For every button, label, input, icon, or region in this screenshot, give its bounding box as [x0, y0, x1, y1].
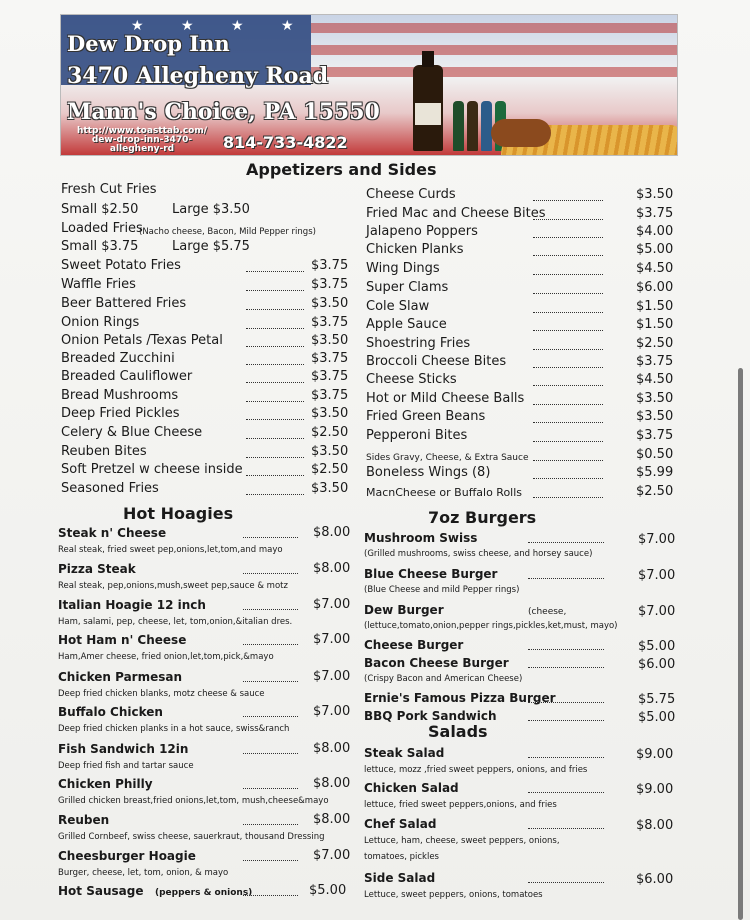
- dot-leader: [533, 191, 603, 201]
- appetizer-price: $2.50: [636, 336, 674, 351]
- dot-leader: [243, 744, 298, 754]
- dot-leader: [528, 658, 604, 668]
- appetizer-name: Shoestring Fries: [366, 336, 471, 351]
- dot-leader: [528, 640, 604, 650]
- star-icon: ★: [131, 18, 144, 34]
- appetizer-name: Breaded Zucchini: [61, 351, 175, 366]
- appetizer-price: $3.50: [636, 391, 674, 406]
- beer-bottle-icon: [481, 101, 492, 151]
- section-title-hoagies: Hot Hoagies: [123, 504, 234, 523]
- appetizer-price: $3.75: [636, 428, 674, 443]
- hoagie-price: $7.00: [313, 848, 351, 863]
- appetizer-name: Wing Dings: [366, 261, 440, 276]
- appetizer-price: $2.50: [311, 425, 349, 440]
- burger-name: BBQ Pork Sandwich: [364, 709, 497, 723]
- appetizer-name: Beer Battered Fries: [61, 296, 187, 311]
- appetizer-name: Small $2.50: [61, 202, 139, 217]
- appetizer-name: Deep Fried Pickles: [61, 406, 180, 421]
- appetizer-price: $3.50: [636, 409, 674, 424]
- appetizer-price: $3.50: [311, 444, 349, 459]
- appetizer-price: $3.50: [311, 481, 349, 496]
- dot-leader: [533, 432, 603, 442]
- salad-name: Chef Salad: [364, 817, 437, 831]
- appetizer-price: $3.75: [311, 258, 349, 273]
- hoagie-price: $8.00: [313, 561, 351, 576]
- dot-leader: [533, 358, 603, 368]
- dot-leader: [243, 528, 298, 538]
- website-url[interactable]: [67, 127, 217, 154]
- salad-description: tomatoes, pickles: [364, 852, 439, 862]
- wings-image: [491, 119, 551, 147]
- dot-leader: [533, 469, 603, 479]
- burger-name: Dew Burger: [364, 603, 444, 617]
- salad-name: Chicken Salad: [364, 781, 459, 795]
- hoagie-price: $8.00: [313, 525, 351, 540]
- flag-stripe: [311, 45, 678, 55]
- salad-description: lettuce, mozz ,fried sweet peppers, onions, and fries: [364, 765, 588, 775]
- whiskey-bottle-icon: [413, 65, 443, 151]
- burger-name: Blue Cheese Burger: [364, 567, 498, 581]
- dot-leader: [243, 600, 298, 610]
- hoagie-price: $7.00: [313, 704, 351, 719]
- dot-leader: [533, 228, 603, 238]
- appetizer-note: (Nacho cheese, Bacon, Mild Pepper rings): [139, 227, 316, 237]
- hoagie-description: Grilled chicken breast,fried onions,let,tom, mush,cheese&mayo: [58, 796, 329, 806]
- hoagie-price: $8.00: [313, 776, 351, 791]
- dot-leader: [243, 672, 298, 682]
- salad-price: $8.00: [636, 818, 674, 833]
- appetizer-price: $3.50: [311, 333, 349, 348]
- appetizer-name: Onion Petals /Texas Petal: [61, 333, 223, 348]
- appetizer-price: $3.75: [636, 206, 674, 221]
- appetizer-name: Broccoli Cheese Bites: [366, 354, 507, 369]
- dot-leader: [246, 337, 304, 347]
- dot-leader: [243, 815, 298, 825]
- appetizer-price: $5.99: [636, 465, 674, 480]
- dot-leader: [533, 451, 603, 461]
- appetizer-name: Cheese Curds: [366, 187, 456, 202]
- appetizer-name: Apple Sauce: [366, 317, 447, 332]
- appetizer-price: $5.00: [636, 242, 674, 257]
- appetizer-name: Jalapeno Poppers: [366, 224, 478, 239]
- dot-leader: [528, 748, 604, 758]
- appetizer-price: $3.75: [311, 351, 349, 366]
- appetizer-price: $4.50: [636, 372, 674, 387]
- dot-leader: [246, 410, 304, 420]
- hoagie-name: Chicken Parmesan: [58, 670, 183, 684]
- burger-price: $7.00: [638, 604, 676, 619]
- hoagie-name: Hot Sausage: [58, 884, 144, 898]
- restaurant-name: Dew Drop Inn: [67, 31, 230, 56]
- hoagie-price: $7.00: [313, 669, 351, 684]
- appetizer-price: $1.50: [636, 299, 674, 314]
- appetizer-name: Fried Green Beans: [366, 409, 486, 424]
- dot-leader: [528, 819, 604, 829]
- appetizer-name: Seasoned Fries: [61, 481, 159, 496]
- appetizer-name: Super Clams: [366, 280, 449, 295]
- appetizer-price: $4.00: [636, 224, 674, 239]
- hoagie-price: $8.00: [313, 741, 351, 756]
- hoagie-name: Steak n' Cheese: [58, 526, 167, 540]
- appetizer-price: $0.50: [636, 447, 674, 462]
- hoagie-description: Deep fried fish and tartar sauce: [58, 761, 194, 771]
- salad-price: $9.00: [636, 782, 674, 797]
- appetizer-price: $3.75: [311, 388, 349, 403]
- hoagie-price: $8.00: [313, 812, 351, 827]
- burger-name: Cheese Burger: [364, 638, 464, 652]
- star-icon: ★: [181, 18, 194, 34]
- appetizer-price: $2.50: [311, 462, 349, 477]
- hoagie-name: Pizza Steak: [58, 562, 136, 576]
- appetizer-price: $3.50: [311, 406, 349, 421]
- hoagie-description: Deep fried chicken blanks, motz cheese & sauce: [58, 689, 265, 699]
- appetizer-price: $3.75: [311, 277, 349, 292]
- dot-leader: [533, 210, 603, 220]
- appetizer-name: Onion Rings: [61, 315, 140, 330]
- section-title-salads: Salads: [428, 722, 488, 741]
- dot-leader: [243, 564, 298, 574]
- appetizer-name: Chicken Planks: [366, 242, 464, 257]
- star-icon: ★: [231, 18, 244, 34]
- appetizer-name: Boneless Wings (8): [366, 465, 491, 480]
- appetizer-name: Celery & Blue Cheese: [61, 425, 203, 440]
- appetizer-name: Fresh Cut Fries: [61, 182, 157, 197]
- appetizer-name: Bread Mushrooms: [61, 388, 179, 403]
- dot-leader: [528, 873, 604, 883]
- hoagie-description: Real steak, fried sweet pep,onions,let,tom,and mayo: [58, 545, 283, 555]
- appetizer-name: Cole Slaw: [366, 299, 430, 314]
- dot-leader: [246, 373, 304, 383]
- salad-name: Steak Salad: [364, 746, 445, 760]
- salad-price: $6.00: [636, 872, 674, 887]
- header-banner: [60, 14, 678, 156]
- appetizer-price: $1.50: [636, 317, 674, 332]
- appetizer-name: Loaded Fries: [61, 221, 143, 236]
- salad-description: Lettuce, sweet peppers, onions, tomatoes: [364, 890, 543, 900]
- url-line: allegheny-rd: [109, 144, 175, 154]
- appetizer-name: Soft Pretzel w cheese inside: [61, 462, 243, 477]
- dot-leader: [246, 319, 304, 329]
- dot-leader: [246, 355, 304, 365]
- dot-leader: [528, 569, 604, 579]
- section-title-appetizers: Appetizers and Sides: [246, 160, 437, 179]
- hoagie-name: Cheesburger Hoagie: [58, 849, 196, 863]
- hoagie-note: (peppers & onions): [155, 888, 253, 898]
- flag-stripe: [311, 67, 678, 77]
- dot-leader: [246, 300, 304, 310]
- salad-price: $9.00: [636, 747, 674, 762]
- salad-description: Lettuce, ham, cheese, sweet peppers, onions,: [364, 836, 560, 846]
- appetizer-price: $3.50: [636, 187, 674, 202]
- hoagie-price: $5.00: [309, 883, 347, 898]
- dot-leader: [246, 448, 304, 458]
- dot-leader: [243, 635, 298, 645]
- hoagie-name: Italian Hoagie 12 inch: [58, 598, 206, 612]
- dot-leader: [533, 376, 603, 386]
- dot-leader: [246, 485, 304, 495]
- appetizer-price: $2.50: [636, 484, 674, 499]
- hoagie-name: Fish Sandwich 12in: [58, 742, 189, 756]
- burger-note: (cheese,: [528, 607, 567, 617]
- dot-leader: [528, 533, 604, 543]
- beer-bottle-icon: [467, 101, 478, 151]
- burger-price: $7.00: [638, 532, 676, 547]
- hoagie-description: Ham,Amer cheese, fried onion,let,tom,pick,&mayo: [58, 652, 274, 662]
- dot-leader: [528, 783, 604, 793]
- dot-leader: [533, 321, 603, 331]
- hoagie-description: Burger, cheese, let, tom, onion, & mayo: [58, 868, 229, 878]
- hoagie-name: Hot Ham n' Cheese: [58, 633, 187, 647]
- dot-leader: [533, 340, 603, 350]
- appetizer-price: $3.75: [636, 354, 674, 369]
- beer-bottle-icon: [453, 101, 464, 151]
- burger-price: $7.00: [638, 568, 676, 583]
- hoagie-name: Chicken Philly: [58, 777, 153, 791]
- appetizer-name: Breaded Cauliflower: [61, 369, 193, 384]
- scrollbar[interactable]: [738, 368, 743, 920]
- appetizer-price: $4.50: [636, 261, 674, 276]
- appetizer-price: $6.00: [636, 280, 674, 295]
- dot-leader: [533, 488, 603, 498]
- burger-price: $5.00: [638, 710, 676, 725]
- dot-leader: [533, 246, 603, 256]
- appetizer-name: Fried Mac and Cheese Bites: [366, 206, 546, 221]
- dot-leader: [533, 413, 603, 423]
- dot-leader: [533, 303, 603, 313]
- burger-description: (Crispy Bacon and American Cheese): [364, 674, 523, 684]
- appetizer-size-price: Large $5.75: [172, 239, 250, 254]
- appetizer-name: Reuben Bites: [61, 444, 147, 459]
- burger-description: (lettuce,tomato,onion,pepper rings,pickles,ket,must, mayo): [364, 621, 618, 631]
- dot-leader: [528, 711, 604, 721]
- appetizer-name: Small $3.75: [61, 239, 139, 254]
- dot-leader: [246, 466, 304, 476]
- appetizer-price: $3.75: [311, 369, 349, 384]
- burger-name: Mushroom Swiss: [364, 531, 478, 545]
- burger-price: $5.75: [638, 692, 676, 707]
- hoagie-price: $7.00: [313, 632, 351, 647]
- dot-leader: [243, 851, 298, 861]
- burger-name: Ernie's Famous Pizza Burger: [364, 691, 556, 705]
- appetizer-name: Hot or Mild Cheese Balls: [366, 391, 525, 406]
- dot-leader: [243, 886, 298, 896]
- salad-name: Side Salad: [364, 871, 436, 885]
- city-state-zip: Mann's Choice, PA 15550: [67, 99, 380, 125]
- dot-leader: [243, 779, 298, 789]
- flag-stripe: [311, 23, 678, 33]
- appetizer-name: Waffle Fries: [61, 277, 136, 292]
- appetizer-price: $3.50: [311, 296, 349, 311]
- dot-leader: [528, 693, 604, 703]
- burger-description: (Blue Cheese and mild Pepper rings): [364, 585, 520, 595]
- dot-leader: [246, 392, 304, 402]
- dot-leader: [246, 281, 304, 291]
- appetizer-price: $3.75: [311, 315, 349, 330]
- hoagie-name: Reuben: [58, 813, 110, 827]
- appetizer-name: MacnCheese or Buffalo Rolls: [366, 486, 523, 499]
- hoagie-description: Grilled Cornbeef, swiss cheese, sauerkraut, thousand Dressing: [58, 832, 325, 842]
- star-icon: ★: [281, 18, 294, 34]
- hoagie-description: Deep fried chicken planks in a hot sauce, swiss&ranch: [58, 724, 290, 734]
- hoagie-price: $7.00: [313, 597, 351, 612]
- dot-leader: [246, 262, 304, 272]
- street-address: 3470 Allegheny Road: [67, 63, 329, 89]
- appetizer-name: Sides Gravy, Cheese, & Extra Sauce: [366, 453, 529, 463]
- burger-description: (Grilled mushrooms, swiss cheese, and horsey sauce): [364, 549, 593, 559]
- phone-number: 814-733-4822: [223, 133, 348, 152]
- salad-description: lettuce, fried sweet peppers,onions, and fries: [364, 800, 557, 810]
- dot-leader: [533, 265, 603, 275]
- burger-price: $5.00: [638, 639, 676, 654]
- appetizer-name: Sweet Potato Fries: [61, 258, 181, 273]
- dot-leader: [533, 395, 603, 405]
- burger-price: $6.00: [638, 657, 676, 672]
- section-title-burgers: 7oz Burgers: [428, 508, 537, 527]
- appetizer-size-price: Large $3.50: [172, 202, 250, 217]
- hoagie-description: Ham, salami, pep, cheese, let, tom,onion,&italian dres.: [58, 617, 293, 627]
- dot-leader: [533, 284, 603, 294]
- url-line: dew-drop-inn-3470-: [91, 135, 193, 145]
- appetizer-name: Pepperoni Bites: [366, 428, 468, 443]
- dot-leader: [243, 707, 298, 717]
- burger-name: Bacon Cheese Burger: [364, 656, 509, 670]
- appetizer-name: Cheese Sticks: [366, 372, 457, 387]
- url-line: http://www.toasttab.com/: [76, 126, 208, 136]
- dot-leader: [246, 429, 304, 439]
- hoagie-description: Real steak, pep,onions,mush,sweet pep,sauce & motz: [58, 581, 288, 591]
- hoagie-name: Buffalo Chicken: [58, 705, 163, 719]
